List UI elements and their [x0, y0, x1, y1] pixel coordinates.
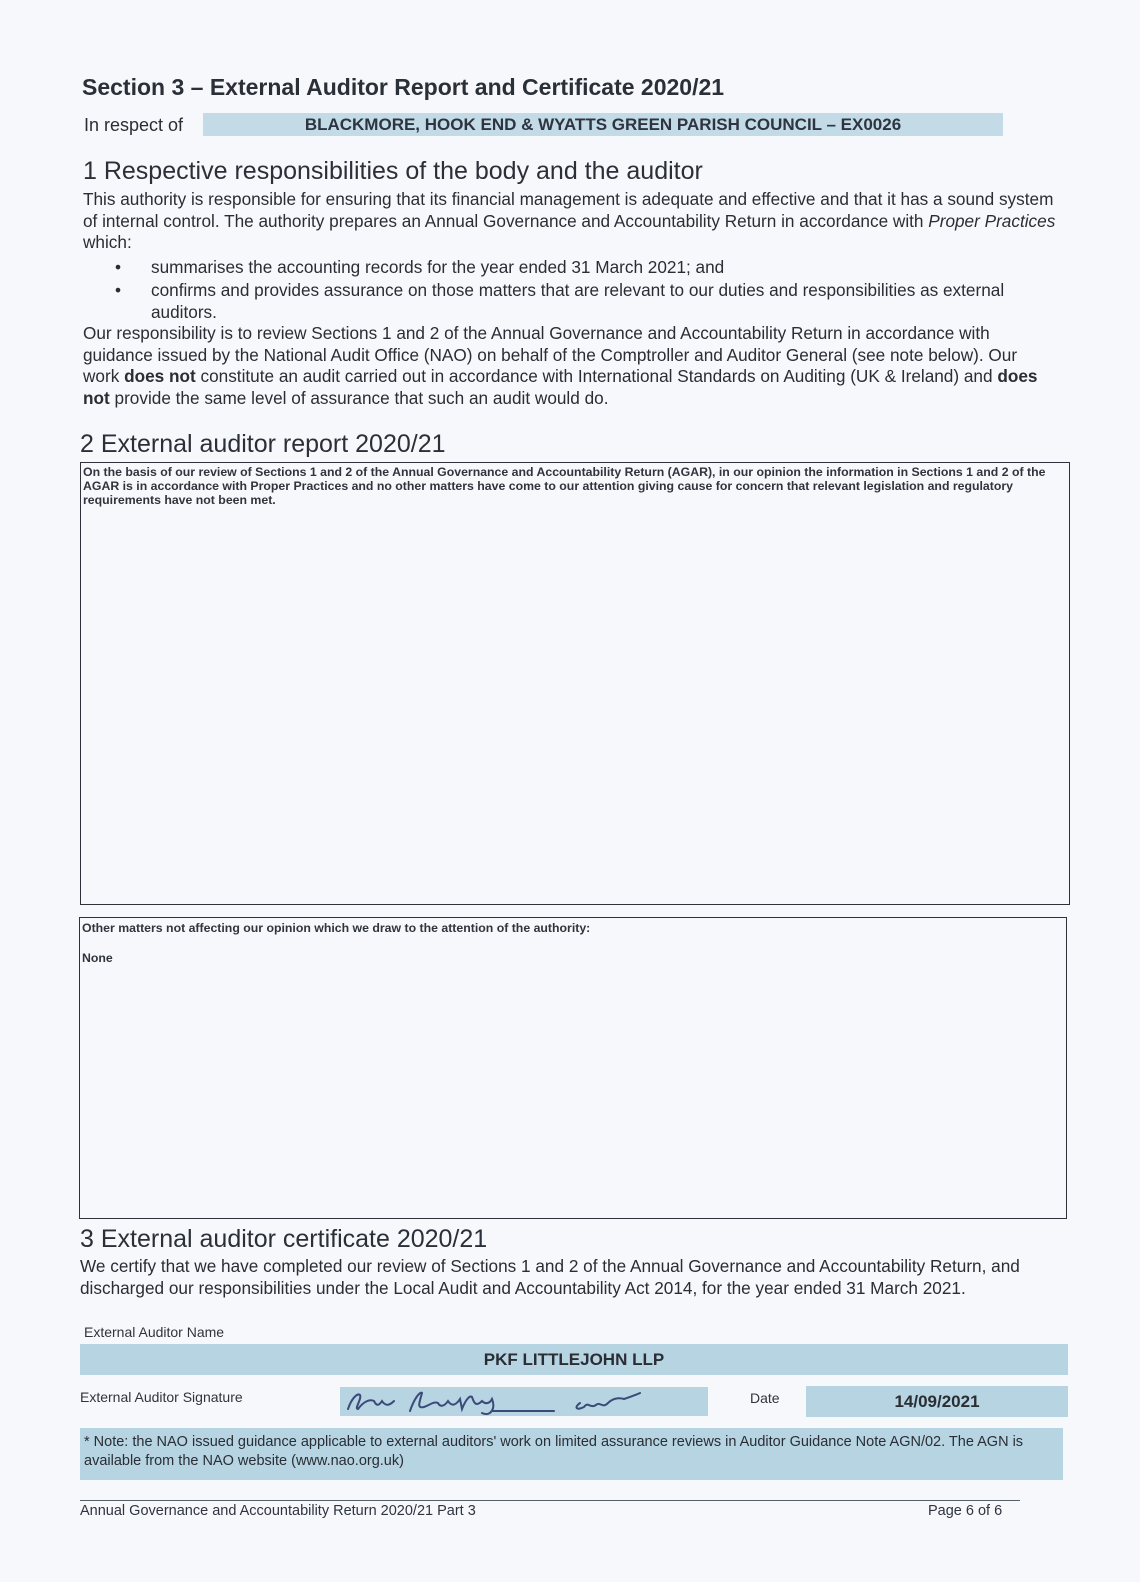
- footer-title: Annual Governance and Accountability Return 2020/21 Part 3: [80, 1503, 476, 1519]
- list-item: • summarises the accounting records for the year ended 31 March 2021; and: [83, 257, 1058, 279]
- authority-name-field: BLACKMORE, HOOK END & WYATTS GREEN PARISH COUNCIL – EX0026: [203, 113, 1003, 136]
- other-matters-box: [79, 917, 1067, 1219]
- section1-intro: This authority is responsible for ensuring that its financial management is adequate and effective and that it has a sound system of internal control. The authority prepares an Annual Governance and Accountability Return in accordance with Proper Practices which:: [83, 189, 1056, 252]
- opinion-box: [80, 462, 1070, 905]
- date-label: Date: [750, 1390, 780, 1406]
- certificate-text: We certify that we have completed our review of Sections 1 and 2 of the Annual Governance and Accountability Return, and discharged our responsibilities under the Local Audit and Accountability Act 2014, for the year ended 31 March 2021.: [80, 1256, 1020, 1298]
- in-respect-of-label: In respect of: [84, 115, 184, 135]
- signature-field: [340, 1387, 708, 1416]
- section2-heading: 2 External auditor report 2020/21: [80, 430, 446, 458]
- auditor-name-field: PKF LITTLEJOHN LLP: [80, 1344, 1068, 1375]
- auditor-name-label: External Auditor Name: [84, 1324, 225, 1340]
- auditor-signature-label: External Auditor Signature: [80, 1389, 243, 1405]
- page-number: Page 6 of 6: [928, 1503, 1003, 1519]
- footer-divider: [80, 1500, 1020, 1501]
- section1-heading: 1 Respective responsibilities of the body and the auditor: [83, 157, 703, 185]
- date-field: 14/09/2021: [806, 1386, 1068, 1417]
- section1-responsibility: Our responsibility is to review Sections 1 and 2 of the Annual Governance and Accountability Return in accordance with guidance issued by the National Audit Office (NAO) on behalf of the Comptroller and Auditor General (see note below). Our work does not constitute an audit carried out in accordance with International Standards on Auditing (UK & Ireland) and does not provide the same level of assurance that such an audit would do.: [83, 323, 1038, 408]
- proper-practices-term: Proper Practices: [928, 210, 1056, 231]
- nao-note: * Note: the NAO issued guidance applicable to external auditors' work on limited assurance reviews in Auditor Guidance Note AGN/02. The AGN is available from the NAO website (www.nao.org.uk): [80, 1428, 1063, 1480]
- handwritten-signature: [340, 1387, 708, 1416]
- section1-body: [83, 189, 1058, 409]
- other-matters-label: Other matters not affecting our opinion which we draw to the attention of the authority:: [82, 921, 591, 935]
- section3-heading: 3 External auditor certificate 2020/21: [80, 1225, 488, 1253]
- opinion-text: On the basis of our review of Sections 1 and 2 of the Annual Governance and Accountability Return (AGAR), in our opinion the information in Sections 1 and 2 of the AGAR is in accordance with Proper Practices and no other matters have come to our attention giving cause for concern that relevant legislation and regulatory requirements have not been met.: [83, 465, 1046, 507]
- other-matters-value: None: [82, 951, 113, 965]
- list-item: • confirms and provides assurance on those matters that are relevant to our duties and responsibilities as external auditors.: [83, 280, 1058, 323]
- section1-bullet-list: [83, 257, 1058, 324]
- section-title: Section 3 – External Auditor Report and Certificate 2020/21: [82, 74, 725, 100]
